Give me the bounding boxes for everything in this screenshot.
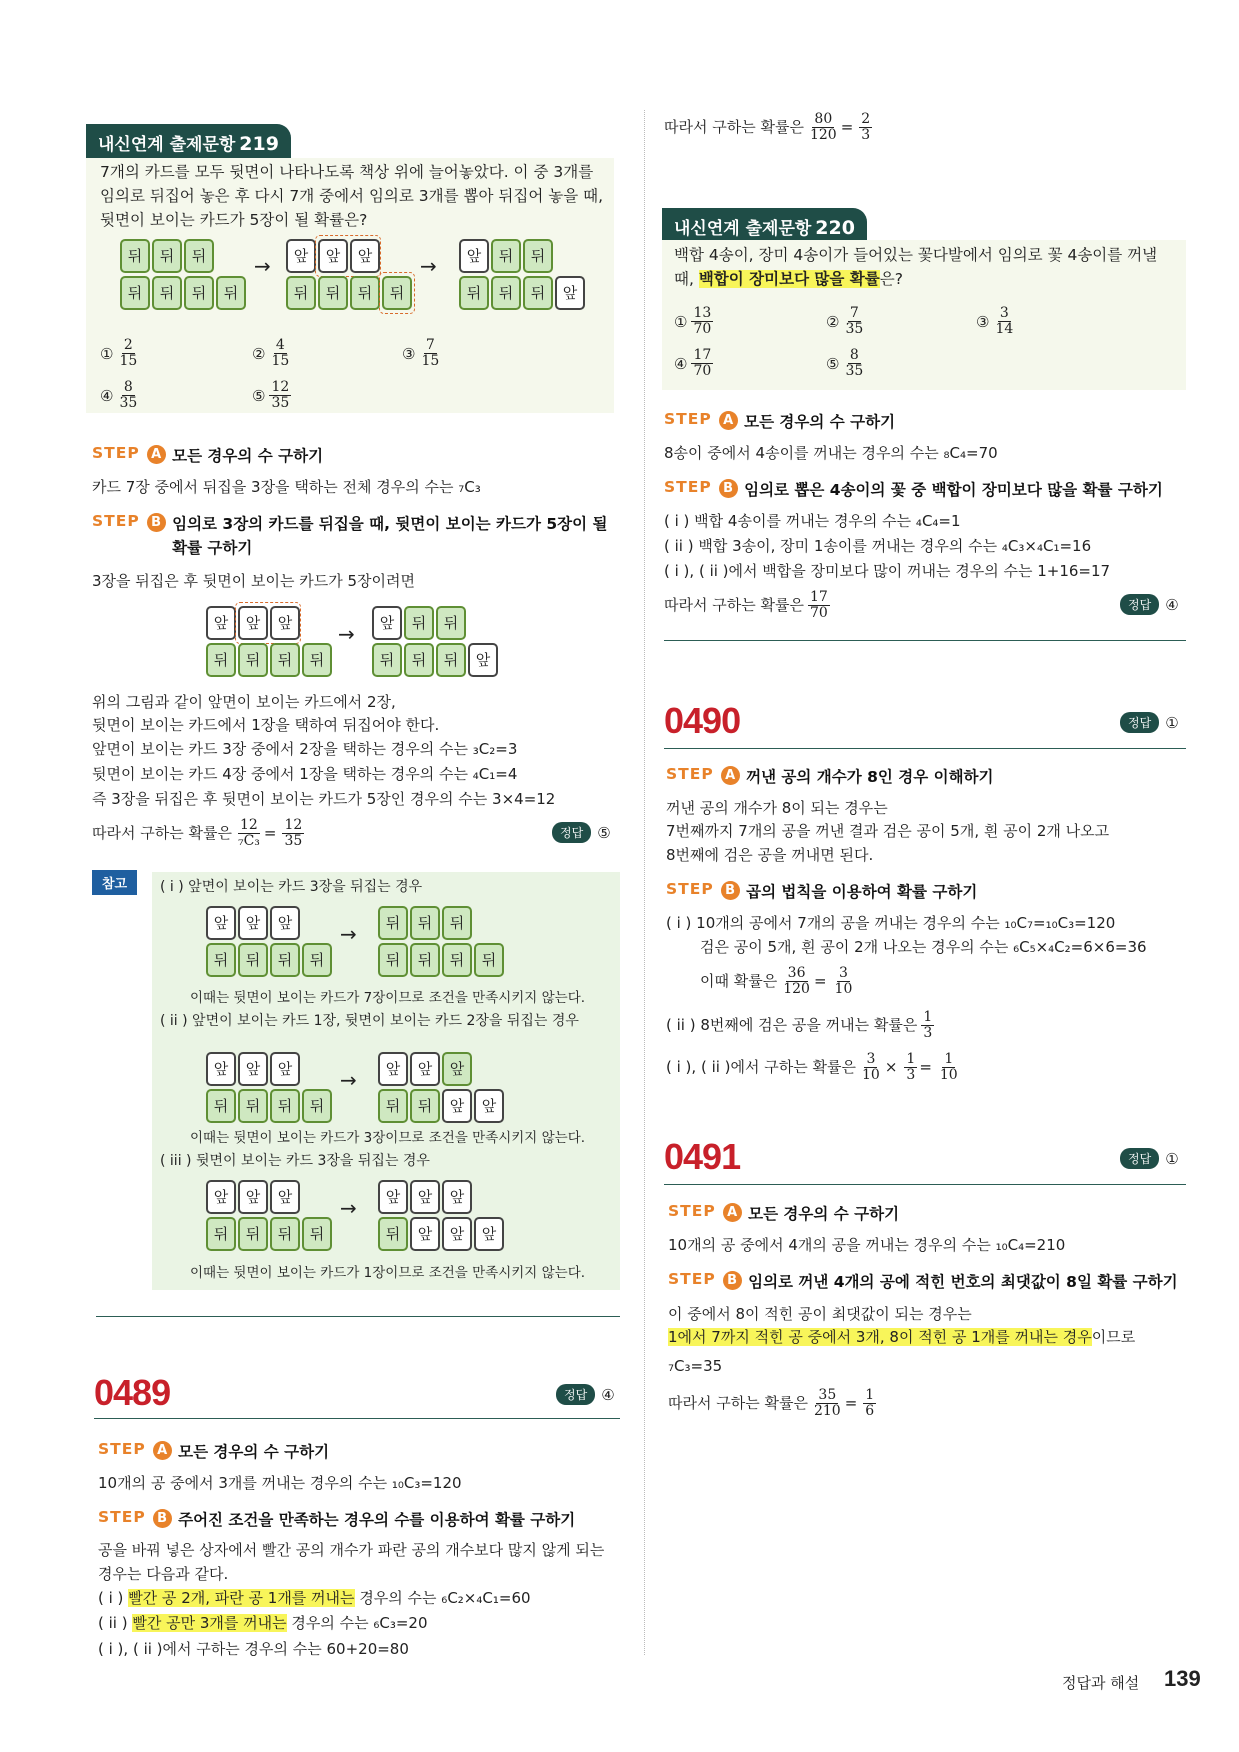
arrow-icon: → bbox=[340, 1068, 357, 1092]
frac-num: 36 bbox=[787, 965, 806, 981]
card-back: 뒤 bbox=[410, 1089, 440, 1123]
choice-mark: ④ bbox=[674, 354, 688, 373]
step-b bbox=[666, 880, 977, 904]
answer-value: ① bbox=[1165, 713, 1179, 732]
section-rule bbox=[94, 1418, 620, 1419]
frac-den: 120 bbox=[809, 127, 837, 143]
step-label: STEP B bbox=[666, 880, 740, 900]
solution-line: 8번째에 검은 공을 꺼내면 된다. bbox=[666, 846, 874, 864]
solution-line: 공을 바꿔 넣은 상자에서 빨간 공의 개수가 파란 공의 개수보다 많지 않게 되는 bbox=[98, 1541, 605, 1559]
frac-den: 35 bbox=[845, 321, 864, 337]
question-line: 때, 백합이 장미보다 많을 확률은? bbox=[674, 270, 903, 288]
frac-num: 3 bbox=[999, 305, 1009, 321]
solution-line: 뒷면이 보이는 카드에서 1장을 택하여 뒤집어야 한다. bbox=[92, 716, 440, 734]
solution-line: 위의 그림과 같이 앞면이 보이는 카드에서 2장, bbox=[92, 693, 396, 711]
result-text: 따라서 구하는 확률은 bbox=[664, 118, 804, 136]
step-b bbox=[98, 1508, 575, 1532]
card-front: 앞 bbox=[474, 1089, 504, 1123]
card-front: 앞 bbox=[270, 1180, 300, 1214]
frac-den: 3 bbox=[923, 1025, 933, 1041]
choice-mark: ③ bbox=[402, 344, 416, 363]
card-front: 앞 bbox=[270, 906, 300, 940]
answer-value: ④ bbox=[1165, 595, 1179, 614]
highlight: 빨간 공만 3개를 꺼내는 bbox=[132, 1614, 287, 1632]
card-back: 뒤 bbox=[302, 1217, 332, 1251]
step-title: 모든 경우의 수 구하기 bbox=[748, 1205, 900, 1223]
card-back: 뒤 bbox=[318, 276, 348, 310]
problem-number: 220 bbox=[815, 217, 855, 239]
solution-line: ( i ), ( ii )에서 구하는 경우의 수는 60+20=80 bbox=[98, 1640, 409, 1658]
step-a bbox=[664, 410, 895, 434]
frac-num: 8 bbox=[123, 379, 133, 395]
frac-den: 120 bbox=[783, 981, 810, 997]
answer-badge: 정답 bbox=[1120, 594, 1159, 615]
solution-line: 검은 공이 5개, 흰 공이 2개 나오는 경우의 수는 ₆C₅×₄C₂=6×6=36 bbox=[700, 938, 1147, 956]
step-label: STEP A bbox=[98, 1440, 172, 1460]
choice-mark: ② bbox=[826, 312, 840, 331]
note-tag: 참고 bbox=[92, 870, 137, 895]
frac-den: 10 bbox=[939, 1067, 958, 1083]
arrow-icon: → bbox=[420, 254, 437, 278]
card-back: 뒤 bbox=[523, 276, 553, 310]
step-a bbox=[92, 444, 323, 468]
frac-num: 3 bbox=[838, 965, 848, 981]
answer-491 bbox=[1120, 1148, 1179, 1169]
frac-den: 15 bbox=[119, 353, 138, 369]
card-back: 뒤 bbox=[206, 643, 236, 677]
step-title: 임의로 뽑은 4송이의 꽃 중 백합이 장미보다 많을 확률 구하기 bbox=[744, 481, 1163, 499]
solution-line: ( i ) 10개의 공에서 7개의 공을 꺼내는 경우의 수는 ₁₀C₇=₁₀C₃=120 bbox=[666, 914, 1116, 932]
choice-mark: ④ bbox=[100, 386, 114, 405]
solution-line: 10개의 공 중에서 3개를 꺼내는 경우의 수는 ₁₀C₃=120 bbox=[98, 1474, 462, 1492]
problem-220-question bbox=[674, 243, 1157, 291]
arrow-icon: → bbox=[254, 254, 271, 278]
card-back: 뒤 bbox=[270, 943, 300, 977]
frac-num: 17 bbox=[693, 347, 712, 363]
frac-num: 80 bbox=[814, 111, 833, 127]
frac-den: 35 bbox=[284, 833, 303, 849]
answer-badge: 정답 bbox=[556, 1384, 595, 1405]
card-front: 앞 bbox=[238, 1052, 268, 1086]
answer-value: ④ bbox=[601, 1385, 615, 1404]
card-back: 뒤 bbox=[270, 1089, 300, 1123]
frac-den: 10 bbox=[834, 981, 853, 997]
arrow-icon: → bbox=[340, 922, 357, 946]
card-back: 뒤 bbox=[491, 239, 521, 273]
card-back: 뒤 bbox=[238, 643, 268, 677]
solution-number: 0489 bbox=[94, 1372, 171, 1413]
frac-den: 35 bbox=[119, 395, 138, 411]
card-back: 뒤 bbox=[302, 1089, 332, 1123]
choice-5 bbox=[252, 380, 291, 411]
equals: = bbox=[840, 118, 854, 136]
frac-den: 3 bbox=[906, 1067, 916, 1083]
section-rule bbox=[96, 1316, 620, 1317]
frac-den: 35 bbox=[845, 363, 864, 379]
card-back: 뒤 bbox=[286, 276, 316, 310]
card-back: 뒤 bbox=[459, 276, 489, 310]
card-front: 앞 bbox=[442, 1180, 472, 1214]
card-back: 뒤 bbox=[442, 906, 472, 940]
problem-tag bbox=[86, 124, 291, 161]
frac-num: 4 bbox=[275, 337, 285, 353]
frac-num: 7 bbox=[425, 337, 435, 353]
solution-result bbox=[92, 818, 304, 849]
step-title: 곱의 법칙을 이용하여 확률 구하기 bbox=[746, 883, 978, 901]
frac-num: 12 bbox=[284, 817, 303, 833]
card-front: 앞 bbox=[410, 1052, 440, 1086]
solution-line: ( ii ) 빨간 공만 3개를 꺼내는 경우의 수는 ₆C₃=20 bbox=[98, 1614, 428, 1632]
note-result: 이때는 뒷면이 보이는 카드가 1장이므로 조건을 만족시키지 않는다. bbox=[190, 1265, 586, 1281]
card-back: 뒤 bbox=[378, 906, 408, 940]
card-front: 앞 bbox=[442, 1089, 472, 1123]
card-front: 앞 bbox=[238, 606, 268, 640]
card-back: 뒤 bbox=[184, 239, 214, 273]
card-front: 앞 bbox=[206, 1052, 236, 1086]
solution-line: 앞면이 보이는 카드 3장 중에서 2장을 택하는 경우의 수는 ₃C₂=3 bbox=[92, 740, 518, 758]
frac-den: 210 bbox=[813, 1403, 841, 1419]
arrow-icon: → bbox=[338, 622, 355, 646]
card-back: 뒤 bbox=[206, 1089, 236, 1123]
solution-line: 즉 3장을 뒤집은 후 뒷면이 보이는 카드가 5장인 경우의 수는 3×4=12 bbox=[92, 790, 556, 808]
card-back: 뒤 bbox=[238, 943, 268, 977]
card-front: 앞 bbox=[378, 1052, 408, 1086]
solution-line: ( i ), ( ii )에서 백합을 장미보다 많이 꺼내는 경우의 수는 1+16=17 bbox=[664, 562, 1111, 580]
choice-2 bbox=[252, 338, 291, 369]
frac-den: 35 bbox=[271, 395, 290, 411]
card-back: 뒤 bbox=[120, 276, 150, 310]
step-label: STEP A bbox=[666, 765, 740, 785]
solution-line: 7번째까지 7개의 공을 꺼낸 결과 검은 공이 5개, 흰 공이 2개 나오고 bbox=[666, 822, 1110, 840]
solution-line: 이 중에서 8이 적힌 공이 최댓값이 되는 경우는 bbox=[668, 1305, 972, 1323]
card-back: 뒤 bbox=[523, 239, 553, 273]
card-back: 뒤 bbox=[238, 1217, 268, 1251]
step-label: STEP A bbox=[92, 444, 166, 464]
frac-num: 1 bbox=[865, 1387, 875, 1403]
step-title: 임의로 3장의 카드를 뒤집을 때, 뒷면이 보이는 카드가 5장이 될 확률 구하기 bbox=[172, 515, 608, 557]
solution-number: 0490 bbox=[664, 700, 741, 741]
note-case: ( ii ) 앞면이 보이는 카드 1장, 뒷면이 보이는 카드 2장을 뒤집는 경우 bbox=[160, 1013, 579, 1029]
highlight: 백합이 장미보다 많을 확률 bbox=[698, 270, 880, 288]
step-title: 모든 경우의 수 구하기 bbox=[744, 413, 896, 431]
card-front: 앞 bbox=[206, 906, 236, 940]
section-rule bbox=[664, 640, 1186, 641]
card-front: 앞 bbox=[238, 1180, 268, 1214]
solution-line: 10개의 공 중에서 4개의 공을 꺼내는 경우의 수는 ₁₀C₄=210 bbox=[668, 1236, 1066, 1254]
solution-line: ( ii ) 백합 3송이, 장미 1송이를 꺼내는 경우의 수는 ₄C₃×₄C₁=16 bbox=[664, 537, 1092, 555]
answer-badge: 정답 bbox=[1120, 712, 1159, 733]
frac-den: 70 bbox=[693, 363, 712, 379]
answer-490 bbox=[1120, 712, 1179, 733]
frac-num: 8 bbox=[849, 347, 859, 363]
frac-den: 70 bbox=[693, 321, 712, 337]
solution-number: 0491 bbox=[664, 1136, 741, 1177]
card-back: 뒤 bbox=[442, 943, 472, 977]
choice-4 bbox=[674, 348, 713, 379]
solution-line: 카드 7장 중에서 뒤집을 3장을 택하는 전체 경우의 수는 ₇C₃ bbox=[92, 478, 481, 496]
answer-value: ① bbox=[1165, 1149, 1179, 1168]
card-front: 앞 bbox=[206, 606, 236, 640]
choice-4 bbox=[100, 380, 139, 411]
answer-badge: 정답 bbox=[1120, 1148, 1159, 1169]
card-back: 앞 bbox=[442, 1052, 472, 1086]
problem-tag-label: 내신연계 출제문항 bbox=[674, 219, 812, 239]
step-label: STEP B bbox=[98, 1508, 172, 1528]
card-front: 앞 bbox=[286, 239, 316, 273]
solution-result: 따라서 구하는 확률은 $\frac{35}{210}$ = $\frac{1}{6}$ bbox=[668, 1387, 875, 1419]
card-back: 뒤 bbox=[436, 606, 466, 640]
frac-den: 15 bbox=[271, 353, 290, 369]
card-back: 뒤 bbox=[410, 943, 440, 977]
card-back: 뒤 bbox=[120, 239, 150, 273]
card-back: 뒤 bbox=[216, 276, 246, 310]
card-back: 뒤 bbox=[152, 239, 182, 273]
section-rule bbox=[664, 748, 1186, 749]
card-back: 뒤 bbox=[378, 1089, 408, 1123]
choice-1 bbox=[674, 306, 713, 337]
frac-num: 17 bbox=[809, 589, 828, 605]
solution-line: 경우는 다음과 같다. bbox=[98, 1565, 229, 1583]
continued-result bbox=[664, 112, 872, 143]
question-line: 임의로 뒤집어 놓은 후 다시 7개 중에서 임의로 3개를 뽑아 뒤집어 놓을 때, bbox=[100, 187, 604, 205]
card-front: 앞 bbox=[270, 606, 300, 640]
footer-label: 정답과 해설 bbox=[1062, 1674, 1140, 1692]
step-b bbox=[668, 1270, 1178, 1294]
card-front: 앞 bbox=[555, 276, 585, 310]
highlight: 빨간 공 2개, 파란 공 1개를 꺼내는 bbox=[128, 1589, 355, 1607]
choice-5 bbox=[826, 348, 865, 379]
frac-num: 12 bbox=[271, 379, 290, 395]
frac-num: 35 bbox=[818, 1387, 837, 1403]
choice-3 bbox=[976, 306, 1015, 337]
result-text: 따라서 구하는 확률은 bbox=[664, 596, 804, 614]
frac-den: 6 bbox=[865, 1403, 875, 1419]
card-front: 앞 bbox=[350, 239, 380, 273]
frac-den: ₇C₃ bbox=[237, 833, 260, 849]
step-label: STEP B bbox=[92, 512, 166, 532]
step-label: STEP B bbox=[664, 478, 738, 498]
solution-line: ( i ) 빨간 공 2개, 파란 공 1개를 꺼내는 경우의 수는 ₆C₂×₄C₁=60 bbox=[98, 1589, 531, 1607]
solution-line: ( ii ) 8번째에 검은 공을 꺼내는 확률은 $\frac{1}{3}$ bbox=[666, 1009, 933, 1041]
frac-num: 3 bbox=[866, 1051, 876, 1067]
solution-line: 8송이 중에서 4송이를 꺼내는 경우의 수는 ₈C₄=70 bbox=[664, 444, 998, 462]
arrow-icon: → bbox=[340, 1196, 357, 1220]
card-front: 앞 bbox=[238, 906, 268, 940]
highlight: 1에서 7까지 적힌 공 중에서 3개, 8이 적힌 공 1개를 꺼내는 경우 bbox=[668, 1328, 1092, 1346]
note-case: ( i ) 앞면이 보이는 카드 3장을 뒤집는 경우 bbox=[160, 879, 423, 895]
card-back: 뒤 bbox=[404, 643, 434, 677]
frac-num: 2 bbox=[123, 337, 133, 353]
answer-220 bbox=[1120, 594, 1179, 615]
answer-value: ⑤ bbox=[597, 823, 611, 842]
frac-den: 70 bbox=[809, 605, 828, 621]
step-title: 임의로 꺼낸 4개의 공에 적힌 번호의 최댓값이 8일 확률 구하기 bbox=[748, 1273, 1178, 1291]
solution-line: ₇C₃=35 bbox=[668, 1357, 723, 1375]
card-front: 앞 bbox=[270, 1052, 300, 1086]
choice-mark: ① bbox=[674, 312, 688, 331]
card-back: 뒤 bbox=[382, 276, 412, 310]
solution-line: 1에서 7까지 적힌 공 중에서 3개, 8이 적힌 공 1개를 꺼내는 경우이므로 bbox=[668, 1328, 1136, 1346]
answer-badge: 정답 bbox=[552, 822, 591, 843]
card-front: 앞 bbox=[318, 239, 348, 273]
choice-2 bbox=[826, 306, 865, 337]
card-back: 뒤 bbox=[404, 606, 434, 640]
problem-number: 219 bbox=[239, 133, 279, 155]
card-back: 뒤 bbox=[184, 276, 214, 310]
solution-result bbox=[664, 590, 830, 621]
frac-num: 2 bbox=[861, 111, 871, 127]
choice-1 bbox=[100, 338, 139, 369]
card-front: 앞 bbox=[410, 1217, 440, 1251]
card-back: 뒤 bbox=[436, 643, 466, 677]
card-back: 뒤 bbox=[491, 276, 521, 310]
card-back: 뒤 bbox=[378, 1217, 408, 1251]
card-back: 뒤 bbox=[206, 1217, 236, 1251]
note-result: 이때는 뒷면이 보이는 카드가 7장이므로 조건을 만족시키지 않는다. bbox=[190, 990, 586, 1006]
step-label: STEP A bbox=[664, 410, 738, 430]
solution-line: 뒷면이 보이는 카드 4장 중에서 1장을 택하는 경우의 수는 ₄C₁=4 bbox=[92, 765, 518, 783]
card-back: 뒤 bbox=[238, 1089, 268, 1123]
frac-num: 1 bbox=[906, 1051, 916, 1067]
card-back: 뒤 bbox=[302, 943, 332, 977]
card-front: 앞 bbox=[206, 1180, 236, 1214]
solution-line: 이때 확률은 $\frac{36}{120}$ = $\frac{3}{10}$ bbox=[700, 965, 853, 997]
note-case: ( iii ) 뒷면이 보이는 카드 3장을 뒤집는 경우 bbox=[160, 1153, 430, 1169]
frac-num: 1 bbox=[923, 1009, 933, 1025]
card-back: 뒤 bbox=[474, 943, 504, 977]
step-title: 꺼낸 공의 개수가 8인 경우 이해하기 bbox=[746, 768, 994, 786]
card-back: 뒤 bbox=[270, 643, 300, 677]
answer-219 bbox=[552, 822, 611, 843]
frac-num: 12 bbox=[240, 817, 258, 833]
card-back: 뒤 bbox=[152, 276, 182, 310]
card-back: 뒤 bbox=[350, 276, 380, 310]
step-b bbox=[92, 512, 607, 560]
problem-219-header bbox=[86, 124, 614, 161]
problem-tag-label: 내신연계 출제문항 bbox=[98, 135, 236, 155]
step-a bbox=[98, 1440, 329, 1464]
choice-mark: ⑤ bbox=[826, 354, 840, 373]
step-a bbox=[668, 1202, 899, 1226]
card-back: 뒤 bbox=[270, 1217, 300, 1251]
frac-num: 1 bbox=[944, 1051, 954, 1067]
answer-489 bbox=[556, 1384, 615, 1405]
section-rule bbox=[664, 1184, 1186, 1185]
step-b bbox=[664, 478, 1163, 502]
step-label: STEP A bbox=[668, 1202, 742, 1222]
question-line: 백합 4송이, 장미 4송이가 들어있는 꽃다발에서 임의로 꽃 4송이를 꺼낼 bbox=[674, 246, 1158, 264]
card-front: 앞 bbox=[474, 1217, 504, 1251]
card-front: 앞 bbox=[459, 239, 489, 273]
step-title: 모든 경우의 수 구하기 bbox=[172, 447, 324, 465]
choice-mark: ⑤ bbox=[252, 386, 266, 405]
step-title: 주어진 조건을 만족하는 경우의 수를 이용하여 확률 구하기 bbox=[178, 1511, 576, 1529]
card-front: 앞 bbox=[468, 643, 498, 677]
choice-mark: ③ bbox=[976, 312, 990, 331]
choice-mark: ② bbox=[252, 344, 266, 363]
frac-num: 13 bbox=[693, 305, 712, 321]
card-front: 앞 bbox=[410, 1180, 440, 1214]
choice-mark: ① bbox=[100, 344, 114, 363]
frac-den: 10 bbox=[861, 1067, 880, 1083]
question-line: 7개의 카드를 모두 뒷면이 나타나도록 책상 위에 늘어놓았다. 이 중 3개를 bbox=[100, 163, 594, 181]
step-a bbox=[666, 765, 993, 789]
card-back: 뒤 bbox=[372, 643, 402, 677]
equals: = bbox=[263, 824, 277, 842]
frac-num: 7 bbox=[849, 305, 859, 321]
card-front: 앞 bbox=[372, 606, 402, 640]
solution-line: ( i ) 백합 4송이를 꺼내는 경우의 수는 ₄C₄=1 bbox=[664, 512, 961, 530]
frac-den: 14 bbox=[995, 321, 1014, 337]
solution-line: 3장을 뒤집은 후 뒷면이 보이는 카드가 5장이려면 bbox=[92, 572, 416, 590]
note-result: 이때는 뒷면이 보이는 카드가 3장이므로 조건을 만족시키지 않는다. bbox=[190, 1130, 586, 1146]
page-number: 139 bbox=[1164, 1666, 1201, 1691]
card-back: 뒤 bbox=[206, 943, 236, 977]
column-divider bbox=[644, 110, 645, 1655]
frac-den: 3 bbox=[861, 127, 871, 143]
card-back: 뒤 bbox=[410, 906, 440, 940]
frac-den: 15 bbox=[421, 353, 440, 369]
solution-result: ( i ), ( ii )에서 구하는 확률은 $\frac{3}{10}$ × $\frac{1}{3}$ = $\frac{1}{10}$ bbox=[666, 1051, 958, 1083]
choice-3 bbox=[402, 338, 441, 369]
card-back: 뒤 bbox=[302, 643, 332, 677]
step-title: 모든 경우의 수 구하기 bbox=[178, 1443, 330, 1461]
card-front: 앞 bbox=[378, 1180, 408, 1214]
problem-219-question bbox=[100, 160, 603, 232]
question-line: 뒷면이 보이는 카드가 5장이 될 확률은? bbox=[100, 211, 368, 229]
card-back: 뒤 bbox=[378, 943, 408, 977]
solution-line: 꺼낸 공의 개수가 8이 되는 경우는 bbox=[666, 799, 888, 817]
card-front: 앞 bbox=[442, 1217, 472, 1251]
result-text: 따라서 구하는 확률은 bbox=[92, 824, 232, 842]
step-label: STEP B bbox=[668, 1270, 742, 1290]
